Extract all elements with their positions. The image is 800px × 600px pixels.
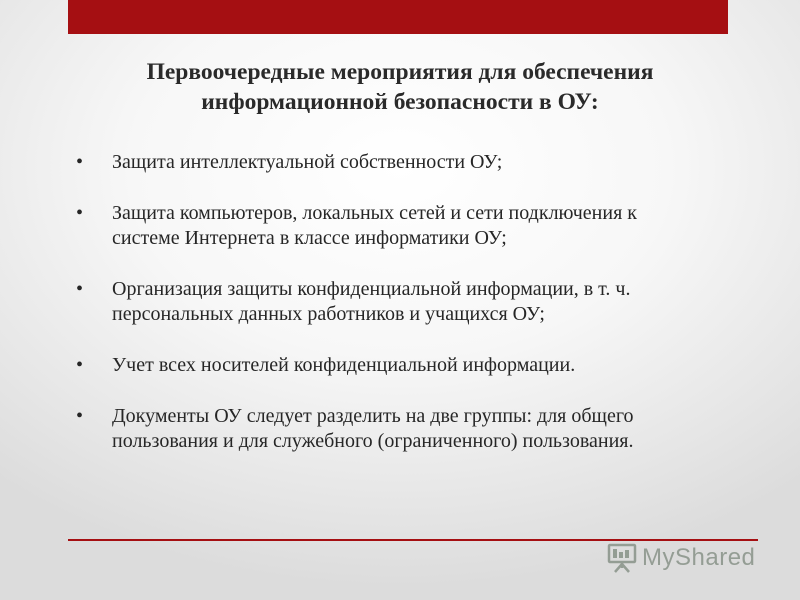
bullet-text: Организация защиты конфиденциальной информации, в т. ч. — [112, 278, 631, 300]
top-accent-band — [68, 0, 728, 34]
logo-wordmark: MyShared — [642, 544, 756, 571]
bullet-dot: • — [76, 405, 84, 427]
bullet-text-continued: пользования и для служебного (ограниченного) пользования. — [112, 430, 634, 452]
slide-title-line-1: Первоочередные мероприятия для обеспечения — [146, 59, 654, 85]
bullet-text: Документы ОУ следует разделить на две группы: для общего — [112, 405, 634, 427]
bullet-dot: • — [76, 278, 84, 300]
bullet-item — [76, 277, 756, 327]
bullet-text-continued: системе Интернета в классе информатики ОУ; — [112, 227, 507, 249]
bullet-dot: • — [76, 202, 84, 224]
bullet-dot: • — [76, 354, 84, 376]
bullet-text: Защита интеллектуальной собственности ОУ; — [112, 151, 503, 173]
presentation-board-icon — [606, 542, 638, 574]
myshared-logo — [606, 541, 755, 575]
bullet-dot: • — [76, 151, 84, 173]
bullet-text: Учет всех носителей конфиденциальной информации. — [112, 354, 576, 376]
bullet-item — [76, 404, 756, 454]
bullet-item — [76, 201, 756, 251]
bullet-text-continued: персональных данных работников и учащихся ОУ; — [112, 303, 545, 325]
slide-title-line-2: информационной безопасности в ОУ: — [201, 89, 599, 115]
bullet-item — [76, 353, 756, 378]
bullet-text: Защита компьютеров, локальных сетей и сети подключения к — [112, 202, 637, 224]
slide-title — [40, 57, 760, 117]
bullet-item — [76, 150, 756, 175]
bullet-list — [76, 150, 756, 454]
